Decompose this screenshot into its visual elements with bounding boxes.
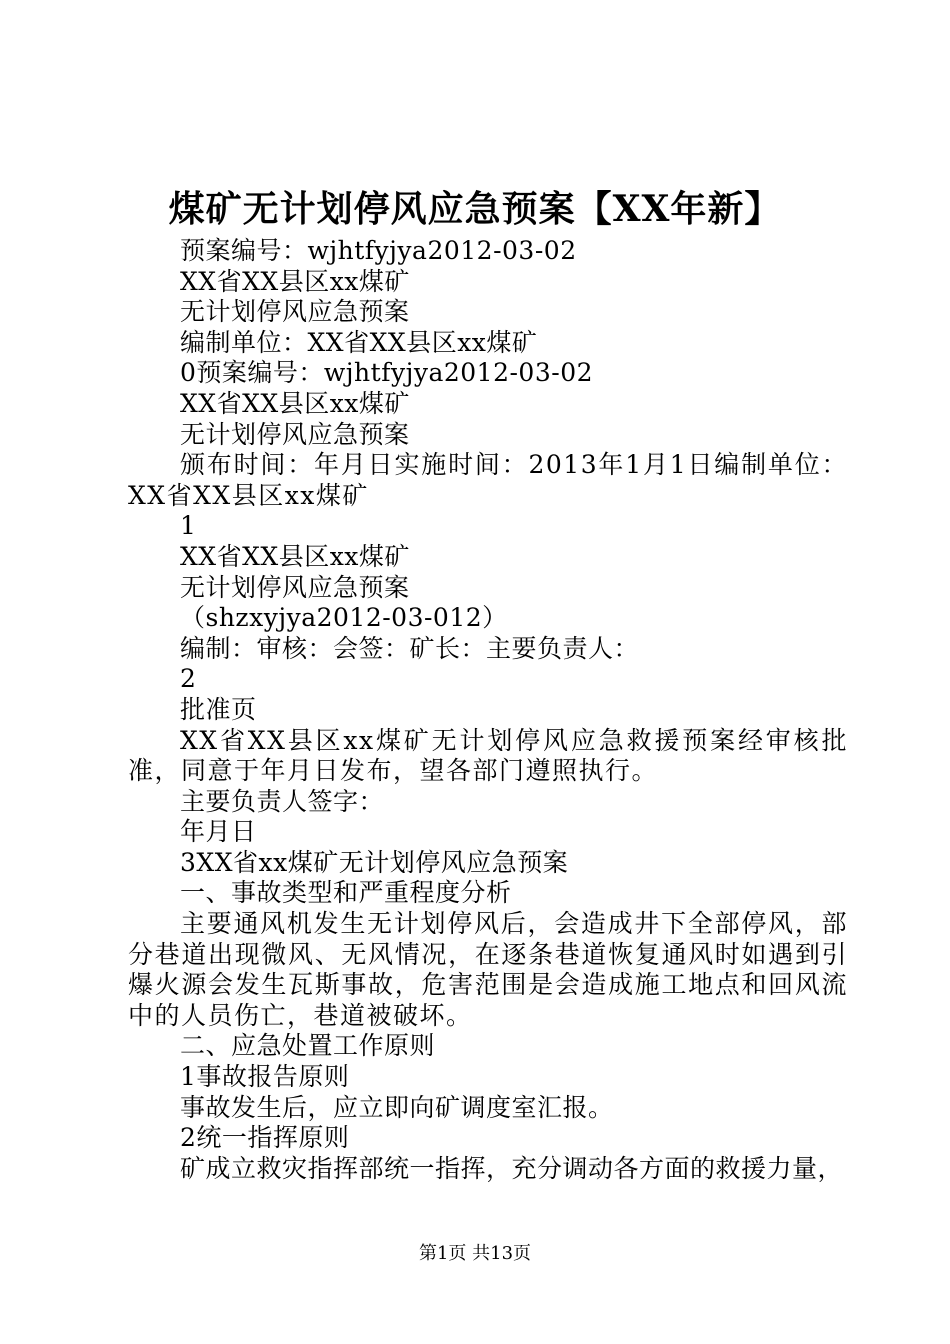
- paragraph: XX省XX县区xx煤矿: [180, 266, 410, 296]
- paragraph: 事故发生后，应立即向矿调度室汇报。: [180, 1092, 614, 1122]
- paragraph: XX省XX县区xx煤矿: [180, 388, 410, 418]
- document-title: 煤矿无计划停风应急预案【XX年新】: [168, 188, 782, 230]
- paragraph: 2: [180, 664, 197, 694]
- paragraph: 1: [180, 511, 197, 541]
- paragraph: 主要通风机发生无计划停风后，会造成井下全部停风，部分巷道出现微风、无风情况，在逐条巷道恢复通风时如遇到引爆火源会发生瓦斯事故，危害范围是会造成施工地点和回风流中的人员伤亡，巷道被破坏。: [128, 909, 848, 1030]
- paragraph: 3XX省xx煤矿无计划停风应急预案: [180, 847, 569, 877]
- subsection-heading: 1事故报告原则: [180, 1062, 350, 1092]
- paragraph: 无计划停风应急预案: [180, 419, 410, 449]
- paragraph: 主要负责人签字：: [180, 786, 385, 816]
- paragraph: 0预案编号：wjhtfyjya2012-03-02: [180, 358, 594, 388]
- paragraph: （shzxyjya2012-03-012）: [180, 603, 508, 633]
- paragraph: 无计划停风应急预案: [180, 572, 410, 602]
- paragraph: 无计划停风应急预案: [180, 297, 410, 327]
- paragraph: XX省XX县区xx煤矿无计划停风应急救援预案经审核批准，同意于年月日发布，望各部门遵照执行。: [128, 725, 848, 786]
- paragraph: 编制：审核：会签：矿长：主要负责人：: [180, 633, 640, 663]
- document-body: [128, 236, 848, 1184]
- paragraph: XX省XX县区xx煤矿: [180, 541, 410, 571]
- paragraph: 矿成立救灾指挥部统一指挥，充分调动各方面的救援力量，: [180, 1153, 844, 1183]
- subsection-heading: 2统一指挥原则: [180, 1123, 350, 1153]
- section-heading: 批准页: [180, 694, 257, 724]
- paragraph: 预案编号：wjhtfyjya2012-03-02: [180, 236, 577, 265]
- section-heading: 一、事故类型和严重程度分析: [180, 878, 512, 908]
- page-number-footer: 第1页 共13页: [418, 1243, 532, 1264]
- section-heading: 二、应急处置工作原则: [180, 1031, 436, 1061]
- paragraph: 年月日: [180, 817, 257, 847]
- paragraph: 编制单位：XX省XX县区xx煤矿: [180, 327, 538, 357]
- paragraph: 颁布时间：年月日实施时间：2013年1月1日编制单位：XX省XX县区xx煤矿: [128, 450, 848, 510]
